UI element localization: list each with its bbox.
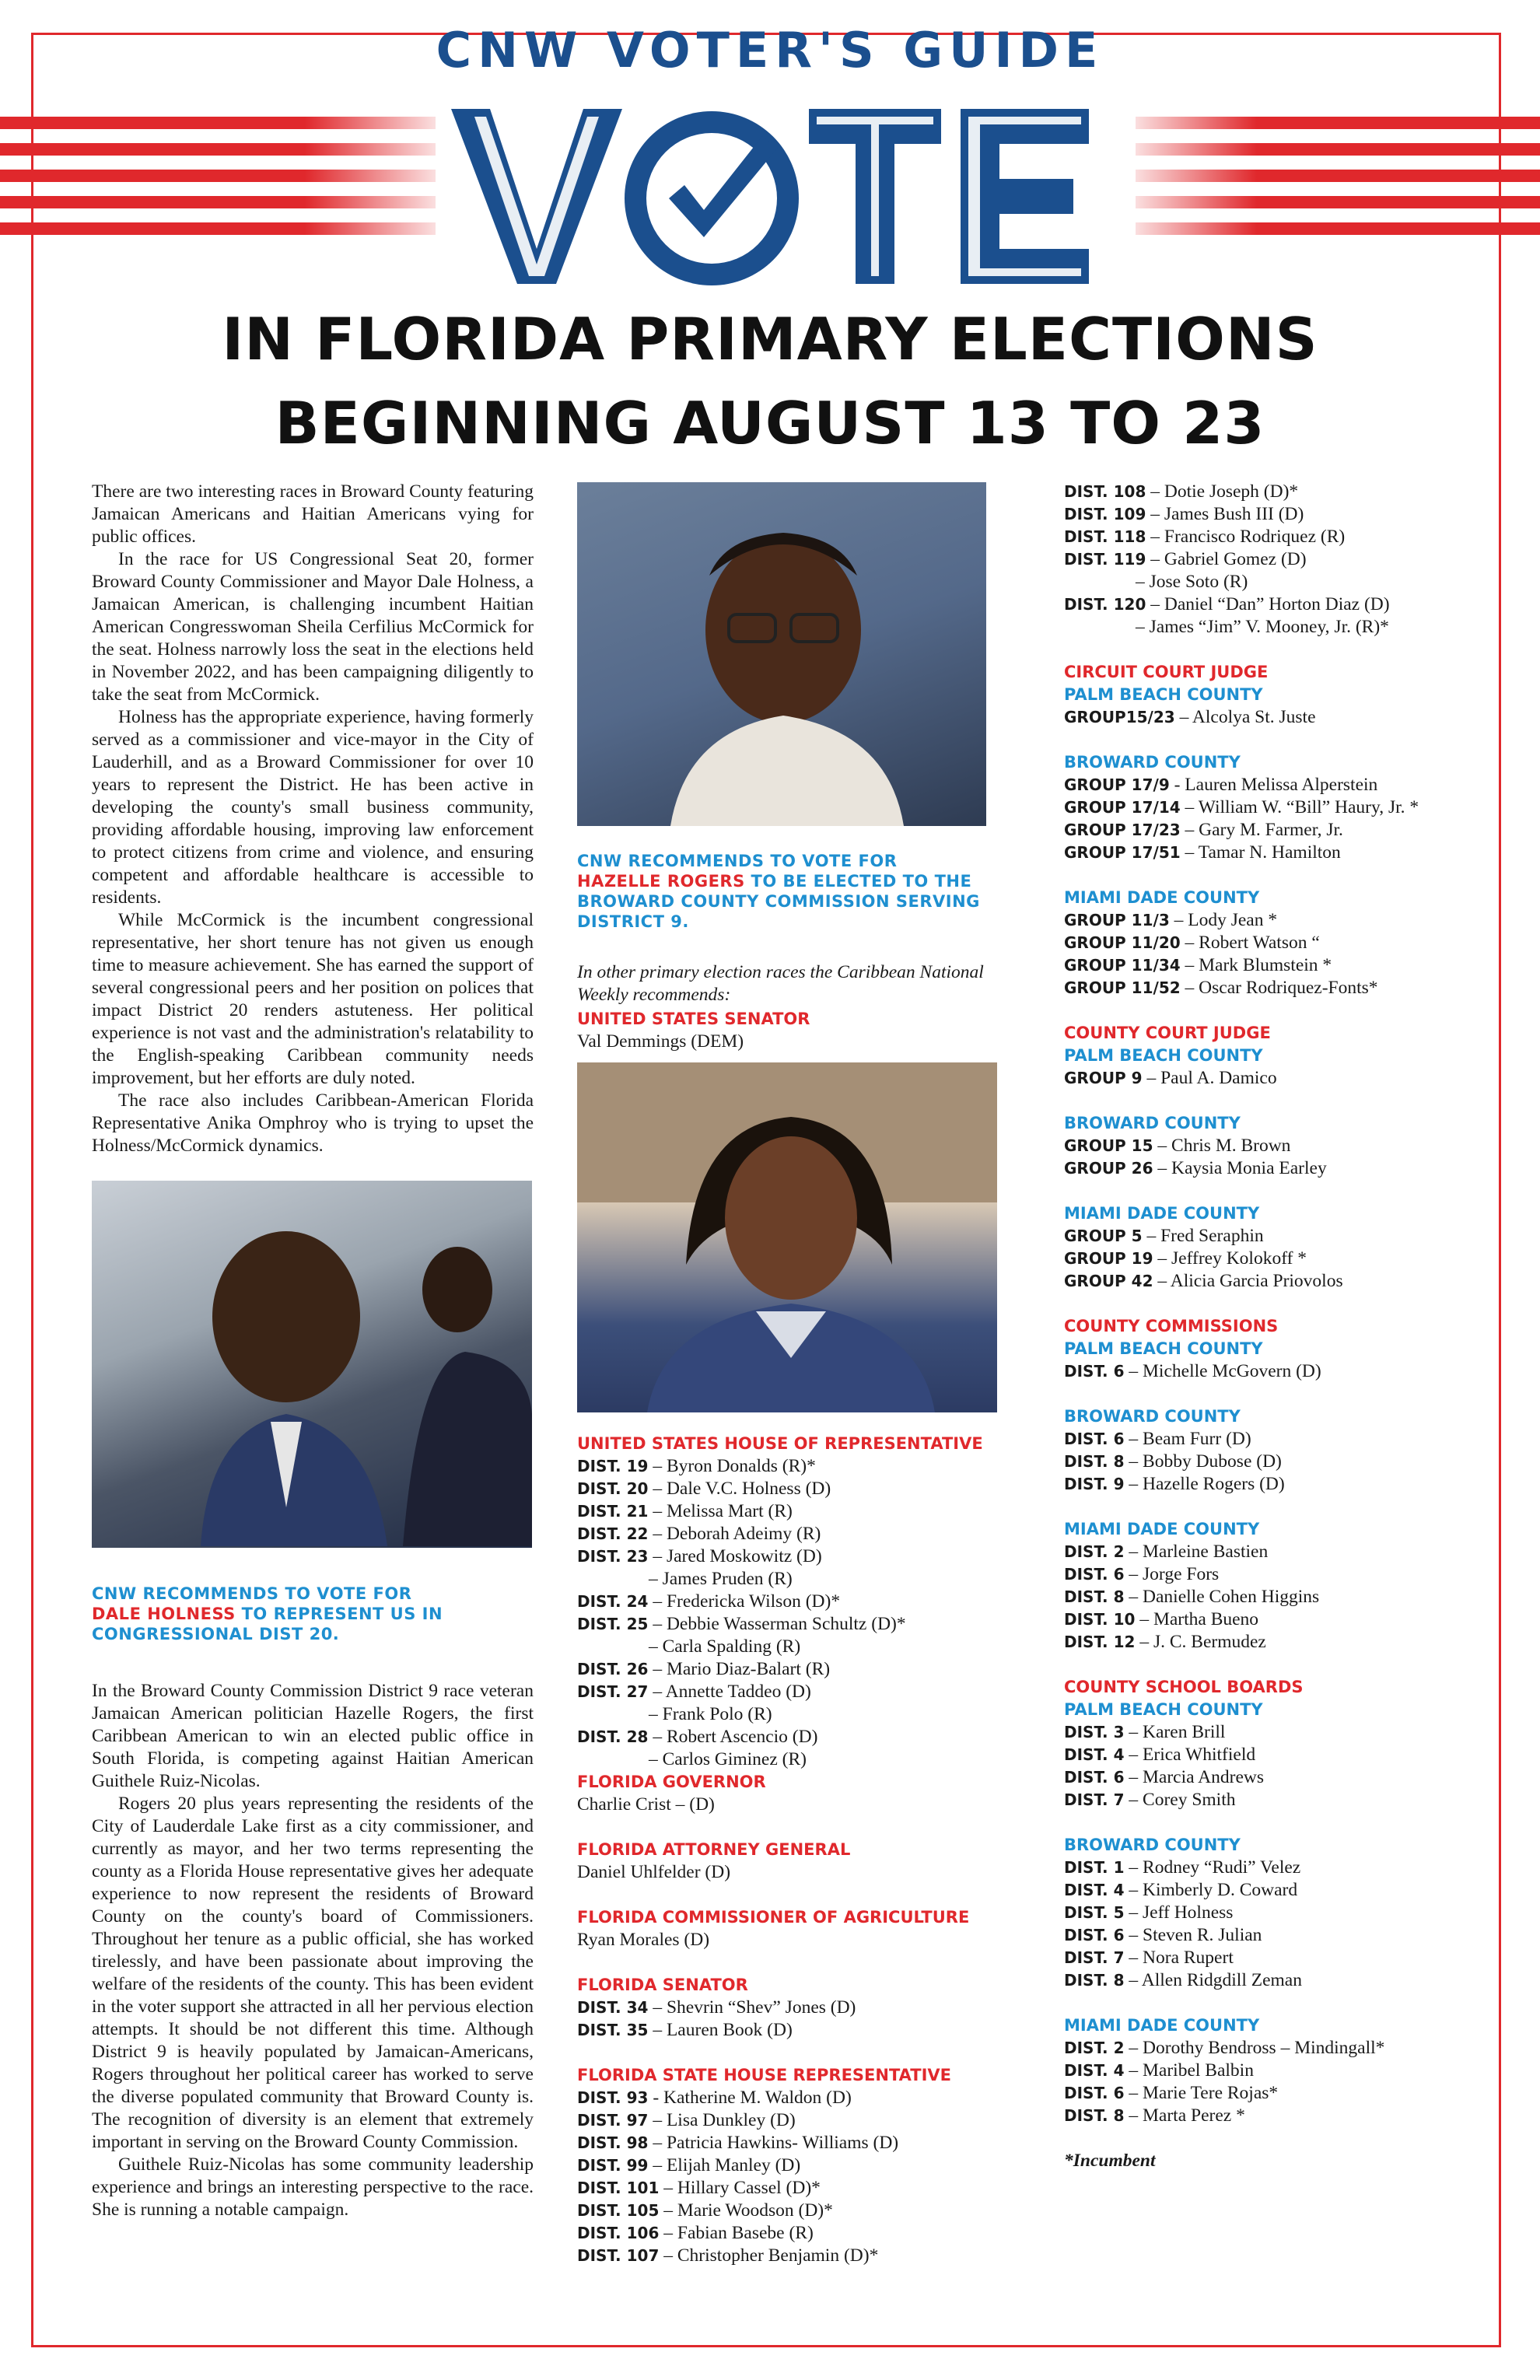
candidate-row [577, 1748, 997, 1771]
candidate-row [1064, 526, 1484, 548]
other-races-intro: In other primary election races the Caribbean National Weekly recommends: [577, 962, 984, 1005]
district-label: DIST. 99 [577, 2156, 649, 2175]
district-label: DIST. 12 [1064, 1633, 1136, 1651]
heading-county-commissions: COUNTY COMMISSIONS [1064, 1317, 1279, 1335]
district-label: DIST. 5 [1064, 1903, 1125, 1922]
district-label: DIST. 21 [577, 1502, 649, 1521]
candidate-name: – Byron Donalds (R)* [648, 1456, 816, 1476]
candidate-row [577, 1636, 997, 1658]
candidate-row [577, 1613, 997, 1636]
candidate-row [577, 2177, 997, 2200]
candidate-row [577, 1500, 997, 1523]
candidate-row [1064, 1541, 1484, 1563]
candidate-row [577, 2154, 997, 2177]
candidate-name: – Martha Bueno [1135, 1609, 1259, 1629]
heading-us-senator: UNITED STATES SENATOR [577, 1010, 810, 1028]
district-label: DIST. 2 [1064, 2039, 1125, 2057]
candidate-name: – Marleine Bastien [1124, 1542, 1269, 1562]
candidate-name: – Francisco Rodriquez (R) [1146, 527, 1346, 547]
article-paragraph: In the Broward County Commission District 9 race veteran Jamaican American politician Hazelle Rogers, the first Caribbean American to win an elected public office in South Florida, is competing against Haitian American Guithele Ruiz-Nicolas. [92, 1681, 534, 1791]
article-paragraph: The race also includes Caribbean-American Florida Representative Anika Omphroy who is trying to upset the Holness/McCormick dynamics. [92, 1090, 534, 1156]
candidate-row [1064, 1857, 1484, 1879]
district-label: DIST. 34 [577, 1998, 649, 2017]
district-label: GROUP 15 [1064, 1136, 1153, 1155]
candidate-name: – Lisa Dunkley (D) [648, 2110, 796, 2130]
candidate-name: – Annette Taddeo (D) [648, 1682, 811, 1702]
district-label: DIST. 6 [1064, 1565, 1125, 1584]
district-label: GROUP 11/20 [1064, 933, 1181, 952]
candidate-row [577, 2200, 997, 2222]
candidate-row [577, 1523, 997, 1545]
candidate-name: – Jeffrey Kolokoff * [1153, 1248, 1307, 1269]
candidate-row [1064, 2060, 1484, 2082]
candidate-row [1064, 593, 1484, 616]
candidate-row [1064, 571, 1484, 593]
candidate-row [577, 1726, 997, 1748]
district-label: DIST. 27 [577, 1682, 649, 1701]
candidate-name: – Bobby Dubose (D) [1124, 1451, 1282, 1472]
district-label: GROUP 19 [1064, 1249, 1153, 1268]
candidate-row [1064, 1135, 1484, 1157]
subheading-palm-beach: PALM BEACH COUNTY [1064, 685, 1263, 704]
candidate-row [577, 1658, 997, 1681]
candidate-name: – Alcolya St. Juste [1174, 707, 1316, 727]
candidate-name: – Jeff Holness [1124, 1902, 1234, 1923]
candidate-name: – Jorge Fors [1124, 1564, 1220, 1584]
candidate-name: – Shevrin “Shev” Jones (D) [648, 1997, 856, 2018]
candidate-row [1064, 1248, 1484, 1270]
subheading-palm-beach: PALM BEACH COUNTY [1064, 1339, 1263, 1358]
district-label: DIST. 101 [577, 2179, 660, 2197]
candidate-name: – Elijah Manley (D) [648, 2155, 801, 2175]
candidate-name: – Erica Whitfield [1124, 1745, 1256, 1765]
candidate-row [1064, 1924, 1484, 1947]
candidate-row [1064, 842, 1484, 864]
candidate-row [1064, 1879, 1484, 1902]
candidate-row [577, 1591, 997, 1613]
district-label: DIST. 3 [1064, 1723, 1125, 1741]
district-label: DIST. 24 [577, 1592, 649, 1611]
candidate-name: – Daniel “Dan” Horton Diaz (D) [1146, 594, 1390, 614]
district-label: DIST. 4 [1064, 1745, 1125, 1764]
candidate-row [1064, 1631, 1484, 1654]
district-label: DIST. 105 [577, 2201, 660, 2220]
candidate-name: – Frank Polo (R) [649, 1704, 772, 1724]
candidate-name: – Hazelle Rogers (D) [1124, 1474, 1285, 1494]
headline-line-2: BEGINNING AUGUST 13 TO 23 [275, 389, 1265, 457]
candidate-name: – Dale V.C. Holness (D) [648, 1479, 831, 1499]
photo-dale-holness [92, 1181, 532, 1548]
article-rogers [92, 1680, 534, 2221]
candidate-row [1064, 1608, 1484, 1631]
district-label: DIST. 118 [1064, 527, 1146, 546]
candidate-name: – Lody Jean * [1169, 910, 1278, 930]
candidate-row [1064, 1428, 1484, 1451]
candidate-name: – Christopher Benjamin (D)* [659, 2245, 879, 2266]
candidate-name: – J. C. Bermudez [1135, 1632, 1266, 1652]
photo-hazelle-rogers [577, 482, 986, 826]
candidate-row [1064, 616, 1484, 639]
district-label: DIST. 28 [577, 1727, 649, 1746]
candidate-name: – Fabian Basebe (R) [659, 2223, 814, 2243]
candidate-row [577, 2222, 997, 2245]
candidate-name: Daniel Uhlfelder (D) [577, 1862, 731, 1882]
candidate-name: – Jared Moskowitz (D) [648, 1546, 822, 1566]
district-label: DIST. 4 [1064, 1881, 1125, 1899]
candidate-name: – Tamar N. Hamilton [1180, 842, 1341, 863]
candidate-name: – James Pruden (R) [649, 1569, 793, 1589]
district-label: DIST. 10 [1064, 1610, 1136, 1629]
decorative-stripes-left [0, 117, 436, 249]
candidate-row [1064, 909, 1484, 932]
candidate-name: – Oscar Rodriquez-Fonts* [1180, 978, 1378, 998]
candidate-name: Charlie Crist – (D) [577, 1794, 715, 1815]
candidate-row [1064, 954, 1484, 977]
district-label: DIST. 6 [1064, 1926, 1125, 1944]
district-label: GROUP 5 [1064, 1227, 1143, 1245]
candidate-name: – Beam Furr (D) [1124, 1429, 1251, 1449]
district-label: GROUP 17/14 [1064, 798, 1181, 817]
district-label: DIST. 119 [1064, 550, 1146, 569]
district-label: DIST. 7 [1064, 1790, 1125, 1809]
district-label: DIST. 8 [1064, 2106, 1125, 2125]
candidate-row [577, 1703, 997, 1726]
candidate-name: – Allen Ridgdill Zeman [1124, 1970, 1302, 1990]
district-label: DIST. 97 [577, 2111, 649, 2130]
candidate-name: – Marcia Andrews [1124, 1767, 1264, 1787]
candidate-row [1064, 2037, 1484, 2060]
district-label: DIST. 8 [1064, 1452, 1125, 1471]
district-label: GROUP 9 [1064, 1069, 1143, 1087]
district-label: DIST. 4 [1064, 2061, 1125, 2080]
candidate-row [577, 2245, 997, 2267]
candidate-row [1064, 1157, 1484, 1180]
photo-val-demmings [577, 1062, 997, 1412]
candidate-row [577, 1545, 997, 1568]
candidate-name: Ryan Morales (D) [577, 1930, 710, 1950]
candidate-row [1064, 1586, 1484, 1608]
candidate-name: – Mark Blumstein * [1180, 955, 1332, 975]
article-paragraph: Holness has the appropriate experience, having formerly served as a commissioner and vice-mayor in the City of Lauderhill, and as a Broward Commissioner for over 10 years to represent the District. He has been active in developing the county's small business community, providing affordable housing, improving law enforcement to protect citizens from crime and violence, and ensuring competent and affordable healthcare is accessible to residents. [92, 707, 534, 908]
candidate-name: – Marie Tere Rojas* [1124, 2083, 1279, 2103]
candidate-name: - Lauren Melissa Alperstein [1169, 775, 1378, 795]
candidate-row [1064, 1270, 1484, 1293]
article-paragraph: Guithele Ruiz-Nicolas has some community leadership experience and brings an interesting perspective to the race. She is running a notable campaign. [92, 2154, 534, 2220]
vote-logo [443, 93, 1097, 296]
district-label: GROUP 11/52 [1064, 978, 1181, 997]
subheading-broward: BROWARD COUNTY [1064, 753, 1241, 772]
column-3-listings [1064, 481, 1484, 2172]
district-label: DIST. 107 [577, 2246, 660, 2265]
candidate-row [577, 1568, 997, 1591]
candidate-name: – Carla Spalding (R) [649, 1636, 801, 1657]
candidate-row [1064, 1766, 1484, 1789]
heading-fl-agriculture: FLORIDA COMMISSIONER OF AGRICULTURE [577, 1908, 970, 1927]
candidate-row [1064, 932, 1484, 954]
candidate-name: – Rodney “Rudi” Velez [1124, 1857, 1301, 1878]
recommend-prefix: CNW RECOMMENDS TO VOTE FOR [577, 852, 898, 870]
subheading-miami-dade: MIAMI DADE COUNTY [1064, 1204, 1260, 1223]
subheading-broward: BROWARD COUNTY [1064, 1114, 1241, 1132]
article-paragraph: In the race for US Congressional Seat 20, former Broward County Commissioner and Mayor Dale Holness, a Jamaican American, is challenging incumbent Haitian American Congresswoman Sheila Cerfilius McCormick for the seat. Holness narrowly loss the seat in the elections held in November 2022, and has been campaigning diligently to take the seat from McCormick. [92, 549, 534, 705]
district-label: DIST. 98 [577, 2133, 649, 2152]
district-label: GROUP15/23 [1064, 708, 1175, 726]
subheading-palm-beach: PALM BEACH COUNTY [1064, 1700, 1263, 1719]
district-label: GROUP 42 [1064, 1272, 1153, 1290]
candidate-name: – Kimberly D. Coward [1124, 1880, 1298, 1900]
candidate-row [1064, 1969, 1484, 1992]
district-label: DIST. 9 [1064, 1475, 1125, 1493]
candidate-row [1064, 1451, 1484, 1473]
district-label: GROUP 11/3 [1064, 911, 1170, 929]
candidate-row [1064, 2082, 1484, 2105]
district-label: DIST. 93 [577, 2088, 649, 2107]
candidate-name: – Nora Rupert [1124, 1948, 1234, 1968]
subheading-palm-beach: PALM BEACH COUNTY [1064, 1046, 1263, 1065]
candidate-name: – Gabriel Gomez (D) [1146, 549, 1307, 569]
district-label: DIST. 6 [1064, 1430, 1125, 1448]
district-label: DIST. 23 [577, 1547, 649, 1566]
recommend-suffix: TO REPRESENT US IN CONGRESSIONAL DIST 20. [92, 1605, 443, 1643]
candidate-row [577, 1997, 997, 2019]
district-label: DIST. 19 [577, 1457, 649, 1475]
candidate-name: – William W. “Bill” Haury, Jr. * [1180, 797, 1419, 817]
district-label: DIST. 20 [577, 1479, 649, 1498]
heading-us-house: UNITED STATES HOUSE OF REPRESENTATIVE [577, 1434, 983, 1453]
district-label: DIST. 6 [1064, 1362, 1125, 1381]
subheading-broward: BROWARD COUNTY [1064, 1836, 1241, 1854]
candidate-name: – Hillary Cassel (D)* [659, 2178, 821, 2198]
recommendation-rogers [577, 851, 997, 932]
district-label: DIST. 6 [1064, 1768, 1125, 1787]
candidate-name: - Katherine M. Waldon (D) [648, 2088, 852, 2108]
recommend-name: HAZELLE ROGERS [577, 872, 745, 891]
candidate-name: – Carlos Giminez (R) [649, 1749, 807, 1769]
article-paragraph: There are two interesting races in Broward County featuring Jamaican Americans and Haitian Americans vying for public offices. [92, 481, 534, 547]
decorative-stripes-right [1136, 117, 1540, 249]
candidate-row [1064, 1789, 1484, 1811]
candidate-row [1064, 1744, 1484, 1766]
subheading-miami-dade: MIAMI DADE COUNTY [1064, 888, 1260, 907]
recommend-prefix: CNW RECOMMENDS TO VOTE FOR [92, 1584, 412, 1603]
district-label: DIST. 26 [577, 1660, 649, 1678]
candidate-name: – Steven R. Julian [1124, 1925, 1262, 1945]
heading-circuit-court-judge: CIRCUIT COURT JUDGE [1064, 663, 1269, 681]
candidate-row [1064, 503, 1484, 526]
candidate-name: – Robert Watson “ [1180, 933, 1320, 953]
candidate-name: – Maribel Balbin [1124, 2060, 1254, 2081]
candidate-name: – Fred Seraphin [1142, 1226, 1264, 1246]
candidate-name: – Marie Woodson (D)* [659, 2200, 833, 2221]
candidate-name: – Debbie Wasserman Schultz (D)* [648, 1614, 906, 1634]
guide-title: CNW VOTER'S GUIDE [436, 22, 1104, 79]
heading-county-court-judge: COUNTY COURT JUDGE [1064, 1024, 1271, 1042]
candidate-row [1064, 1473, 1484, 1496]
district-label: GROUP 26 [1064, 1159, 1153, 1178]
candidate-row [1064, 977, 1484, 999]
candidate-name: – Corey Smith [1124, 1790, 1236, 1810]
subheading-miami-dade: MIAMI DADE COUNTY [1064, 1520, 1260, 1538]
candidate-row [577, 1455, 997, 1478]
district-label: GROUP 11/34 [1064, 956, 1181, 975]
candidate-name: – Marta Perez * [1124, 2105, 1245, 2126]
candidate-name: – Dorothy Bendross – Mindingall* [1124, 2038, 1385, 2058]
district-label: DIST. 35 [577, 2021, 649, 2039]
candidate-name: – Kaysia Monia Earley [1153, 1158, 1327, 1178]
candidate-row [1064, 1067, 1484, 1090]
subheading-miami-dade: MIAMI DADE COUNTY [1064, 2016, 1260, 2035]
candidate-name: – Mario Diaz-Balart (R) [648, 1659, 831, 1679]
candidate-name: – Robert Ascencio (D) [648, 1727, 818, 1747]
candidate-row [1064, 796, 1484, 819]
candidate-row [577, 2132, 997, 2154]
district-label: DIST. 108 [1064, 482, 1146, 501]
candidate-row [577, 2109, 997, 2132]
heading-fl-attorney-general: FLORIDA ATTORNEY GENERAL [577, 1840, 851, 1859]
candidate-row [1064, 2105, 1484, 2127]
district-label: DIST. 106 [577, 2224, 660, 2242]
district-label: GROUP 17/9 [1064, 775, 1170, 794]
incumbent-footnote: *Incumbent [1064, 2151, 1156, 2171]
candidate-row [1064, 819, 1484, 842]
heading-fl-senator: FLORIDA SENATOR [577, 1976, 748, 1994]
district-label: DIST. 8 [1064, 1587, 1125, 1606]
candidate-name: – Paul A. Damico [1142, 1068, 1277, 1088]
candidate-row [1064, 481, 1484, 503]
candidate-row [577, 2087, 997, 2109]
candidate-name: – James Bush III (D) [1146, 504, 1304, 524]
candidate-row [1064, 1360, 1484, 1383]
candidate-name: – Fredericka Wilson (D)* [648, 1591, 841, 1612]
article-paragraph: Rogers 20 plus years representing the residents of the City of Lauderdale Lake first as a city commissioner, and currently as mayor, and her two terms representing the county as a Florida House representative gives her adequate experience to now represent the residents of Broward County on the county's board of Commissioners. Throughout her tenure as a public official, she has worked tirelessly, and have been passionate about improving the welfare of the residents of the county. This has been evident in the voter support she attracted in all her pervious election attempts. It should be not different this time. Although District 9 is heavily populated by Jamaican-Americans, Rogers throughout her political career has worked to serve the diverse populated community that Broward County is. The recognition of diversity is an element that extremely important in serving on the Broward County Commission. [92, 1794, 534, 2152]
candidate-row [1064, 774, 1484, 796]
candidate-name: – Lauren Book (D) [648, 2020, 793, 2040]
district-label: DIST. 7 [1064, 1948, 1125, 1967]
candidate-name: – Melissa Mart (R) [648, 1501, 793, 1521]
article-paragraph: While McCormick is the incumbent congressional representative, her short tenure has not given us enough time to measure achievement. She has earned the support of several congressional peers and her position on polices that impact District 20 renders astuteness. Her political experience is not vast and the administration's relatability to the English-speaking Caribbean community needs improvement, but her efforts are duly noted. [92, 910, 534, 1088]
candidate-row [1064, 706, 1484, 729]
recommend-suffix: TO BE ELECTED TO THE BROWARD COUNTY COMMISSION SERVING DISTRICT 9. [577, 872, 980, 931]
candidate-name: – Deborah Adeimy (R) [648, 1524, 821, 1544]
district-label: DIST. 2 [1064, 1542, 1125, 1561]
column-2-listings [577, 1433, 997, 2267]
recommendation-holness [92, 1584, 532, 1644]
district-label: GROUP 17/51 [1064, 843, 1181, 862]
subheading-broward: BROWARD COUNTY [1064, 1407, 1241, 1426]
candidate-name: – James “Jim” V. Mooney, Jr. (R)* [1136, 617, 1389, 637]
candidate-row [1064, 1721, 1484, 1744]
candidate-name: – Gary M. Farmer, Jr. [1180, 820, 1343, 840]
candidate-name: – Chris M. Brown [1153, 1136, 1291, 1156]
district-label: DIST. 6 [1064, 2084, 1125, 2102]
candidate-row [1064, 548, 1484, 571]
candidate-row [577, 2019, 997, 2042]
candidate-name: – Danielle Cohen Higgins [1124, 1587, 1320, 1607]
candidate-row [1064, 1225, 1484, 1248]
heading-fl-house: FLORIDA STATE HOUSE REPRESENTATIVE [577, 2066, 952, 2084]
candidate-row [577, 1681, 997, 1703]
candidate-row [1064, 1947, 1484, 1969]
candidate-name: – Jose Soto (R) [1136, 572, 1248, 592]
heading-fl-governor: FLORIDA GOVERNOR [577, 1773, 766, 1791]
district-label: GROUP 17/23 [1064, 821, 1181, 839]
article-holness [92, 481, 534, 1157]
district-label: DIST. 22 [577, 1524, 649, 1543]
candidate-name: – Dotie Joseph (D)* [1146, 481, 1299, 502]
headline-line-1: IN FLORIDA PRIMARY ELECTIONS [222, 305, 1318, 373]
recommend-name: DALE HOLNESS [92, 1605, 236, 1623]
district-label: DIST. 25 [577, 1615, 649, 1633]
district-label: DIST. 8 [1064, 1971, 1125, 1990]
candidate-row [1064, 1902, 1484, 1924]
candidate-name: – Alicia Garcia Priovolos [1153, 1271, 1343, 1291]
candidate-row [1064, 1563, 1484, 1586]
candidate-name: – Karen Brill [1124, 1722, 1226, 1742]
candidate-name: – Patricia Hawkins- Williams (D) [648, 2133, 899, 2153]
us-senator-candidate: Val Demmings (DEM) [577, 1031, 744, 1052]
vote-logo-graphic [443, 93, 1097, 296]
district-label: DIST. 120 [1064, 595, 1146, 614]
candidate-row [577, 1478, 997, 1500]
heading-county-school-boards: COUNTY SCHOOL BOARDS [1064, 1678, 1304, 1696]
district-label: DIST. 109 [1064, 505, 1146, 523]
candidate-name: – Michelle McGovern (D) [1124, 1361, 1321, 1381]
district-label: DIST. 1 [1064, 1858, 1125, 1877]
